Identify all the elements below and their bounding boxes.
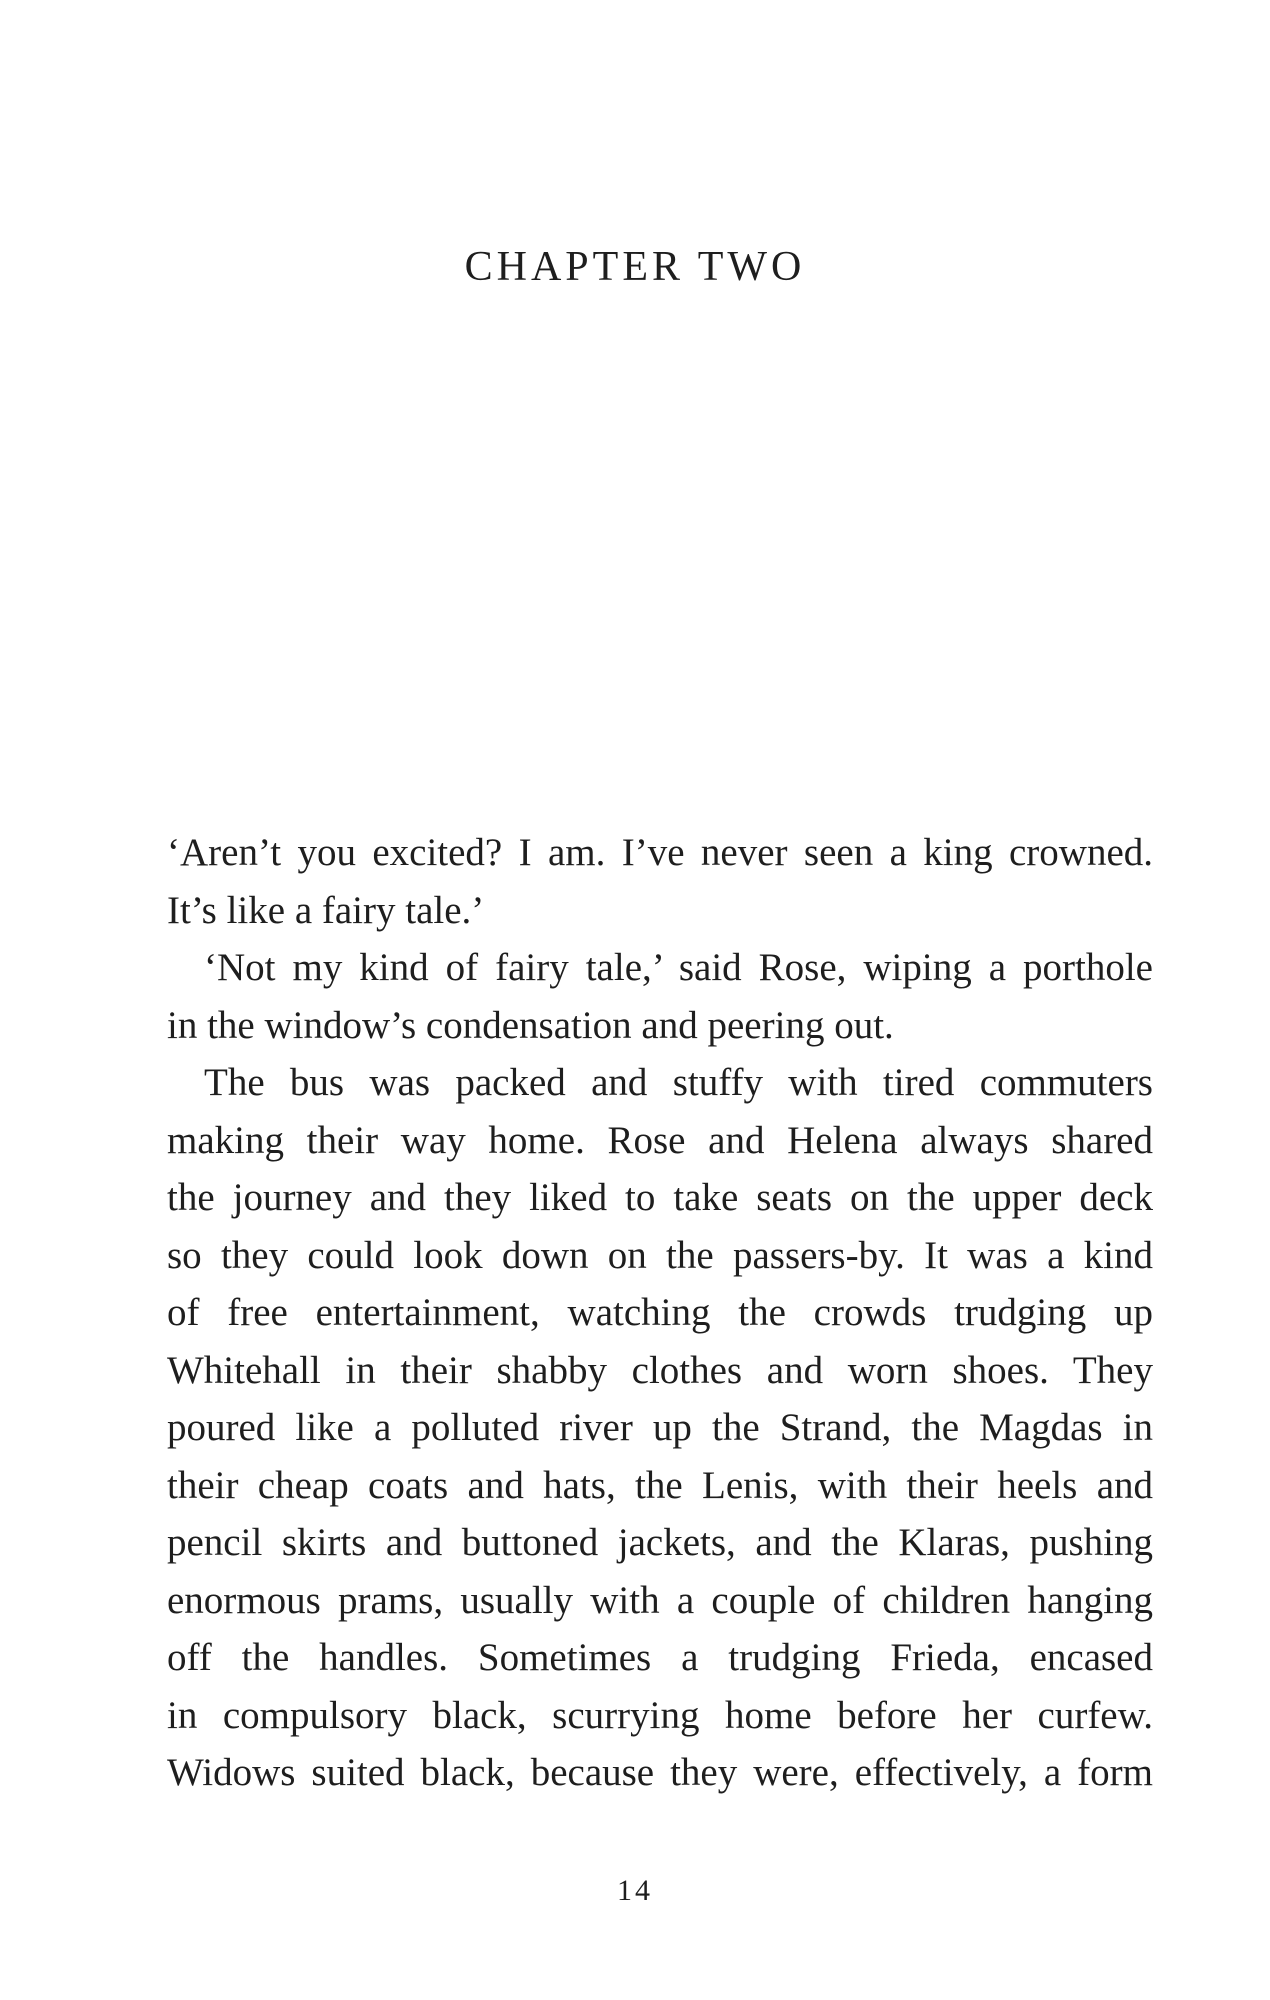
text-line: their cheap coats and hats, the Lenis, with their heels and (167, 1463, 1153, 1507)
text-line: pencil skirts and buttoned jackets, and the Klaras, pushing (167, 1521, 1153, 1564)
text-line: It’s like a fairy tale.’ (167, 888, 485, 932)
text-line: off the handles. Sometimes a trudging Frieda, encased (167, 1636, 1153, 1679)
text-line: ‘Aren’t you excited? I am. I’ve never seen a king crowned. (167, 831, 1153, 874)
body-text (167, 824, 1153, 1802)
chapter-title: CHAPTER TWO (464, 244, 806, 290)
text-line: in compulsory black, scurrying home before her curfew. (167, 1693, 1153, 1737)
text-line: the journey and they liked to take seats on the upper deck (167, 1176, 1153, 1219)
text-line: poured like a polluted river up the Strand, the Magdas in (167, 1406, 1153, 1449)
text-line: so they could look down on the passers-by. It was a kind (167, 1233, 1153, 1277)
text-line: The bus was packed and stuffy with tired commuters (204, 1061, 1153, 1104)
text-line: of free entertainment, watching the crowds trudging up (167, 1291, 1153, 1334)
text-line: making their way home. Rose and Helena always shared (167, 1118, 1153, 1162)
page-number: 14 (617, 1874, 653, 1907)
text-line: in the window’s condensation and peering out. (167, 1003, 894, 1047)
text-line: Widows suited black, because they were, effectively, a form (167, 1751, 1153, 1794)
text-line: Whitehall in their shabby clothes and worn shoes. They (167, 1348, 1153, 1392)
text-line: enormous prams, usually with a couple of children hanging (167, 1578, 1153, 1622)
text-line: ‘Not my kind of fairy tale,’ said Rose, wiping a porthole (204, 946, 1153, 989)
